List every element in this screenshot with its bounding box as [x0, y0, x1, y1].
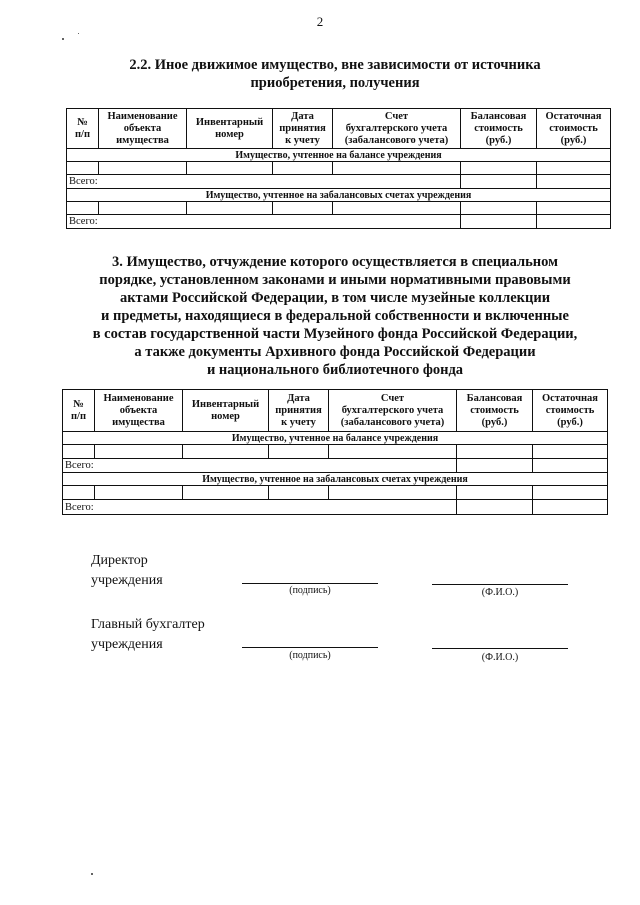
header-residual-value: Остаточная стоимость (руб.) — [533, 390, 608, 432]
section-2-2-title-line: приобретения, получения — [250, 75, 420, 91]
header-object-name: Наименование объекта имущества — [99, 109, 187, 149]
table-total-row — [63, 459, 608, 473]
accountant-name-caption: (Ф.И.О.) — [481, 652, 519, 663]
accountant-label-line: учреждения — [91, 637, 163, 652]
section-3-title-line: и национального библиотечного фонда — [206, 362, 464, 378]
section-3-title-line: в состав государственной части Музейного фонда Российской Федерации, — [92, 326, 578, 342]
header-balance-value: Балансовая стоимость (руб.) — [461, 109, 537, 149]
header-inventory-number: Инвентарный номер — [187, 109, 273, 149]
table-total-row — [67, 175, 611, 189]
section-3-title-line: и предметы, находящиеся в федеральной собственности и включенные — [101, 308, 569, 324]
scan-speck — [78, 33, 79, 34]
section-2-2-title-line: 2.2. Иное движимое имущество, вне зависимости от источника — [129, 57, 541, 73]
director-name-line — [432, 584, 568, 585]
accountant-signature-line — [242, 647, 378, 648]
table-row — [63, 445, 608, 459]
director-label-line: Директор — [91, 553, 148, 568]
header-number: № п/п — [63, 390, 95, 432]
table-section-3 — [62, 389, 608, 515]
table-total-row — [67, 215, 611, 229]
director-name-caption: (Ф.И.О.) — [481, 587, 519, 598]
section-3-title-line: актами Российской Федерации, в том числе музейные коллекции — [119, 290, 551, 306]
scan-speck — [91, 873, 93, 875]
header-object-name: Наименование объекта имущества — [95, 390, 183, 432]
page-number: 2 — [316, 14, 324, 29]
header-inventory-number: Инвентарный номер — [183, 390, 269, 432]
table-header-row — [63, 390, 608, 432]
section-3-title-line: порядке, установленном законами и иными нормативными правовыми — [99, 272, 571, 288]
table-row — [67, 202, 611, 215]
offbalance-subheader: Имущество, учтенное на забалансовых счетах учреждения — [67, 189, 611, 202]
offbalance-subheader: Имущество, учтенное на забалансовых счетах учреждения — [63, 473, 608, 486]
table-header-row — [67, 109, 611, 149]
total-label: Всего: — [67, 215, 461, 229]
director-signature-line — [242, 583, 378, 584]
section-3-title-line: а также документы Архивного фонда Российской Федерации — [134, 344, 536, 360]
table-subheader-row — [63, 432, 608, 445]
accountant-label-line: Главный бухгалтер — [91, 617, 205, 632]
table-subheader-row — [67, 149, 611, 162]
director-label-line: учреждения — [91, 573, 163, 588]
director-label — [91, 551, 163, 591]
accountant-name-line — [432, 648, 568, 649]
table-row — [67, 162, 611, 175]
header-acceptance-date: Дата принятия к учету — [269, 390, 329, 432]
table-row — [63, 486, 608, 500]
header-account: Счет бухгалтерского учета (забалансового учета) — [333, 109, 461, 149]
table-section-2-2 — [66, 108, 611, 229]
balance-subheader: Имущество, учтенное на балансе учреждения — [63, 432, 608, 445]
accountant-label — [91, 615, 205, 655]
header-balance-value: Балансовая стоимость (руб.) — [457, 390, 533, 432]
total-label: Всего: — [63, 459, 457, 473]
director-signature-caption: (подпись) — [289, 585, 331, 596]
table-total-row — [63, 500, 608, 515]
table-subheader-row — [67, 189, 611, 202]
header-number: № п/п — [67, 109, 99, 149]
total-label: Всего: — [63, 500, 457, 515]
scan-speck — [62, 38, 64, 40]
table-subheader-row — [63, 473, 608, 486]
total-label: Всего: — [67, 175, 461, 189]
section-3-title — [60, 253, 610, 379]
header-acceptance-date: Дата принятия к учету — [273, 109, 333, 149]
header-residual-value: Остаточная стоимость (руб.) — [537, 109, 611, 149]
balance-subheader: Имущество, учтенное на балансе учреждения — [67, 149, 611, 162]
section-3-title-line: 3. Имущество, отчуждение которого осуществляется в специальном — [111, 254, 559, 270]
accountant-signature-caption: (подпись) — [289, 650, 331, 661]
section-2-2-title — [60, 56, 610, 92]
header-account: Счет бухгалтерского учета (забалансового учета) — [329, 390, 457, 432]
